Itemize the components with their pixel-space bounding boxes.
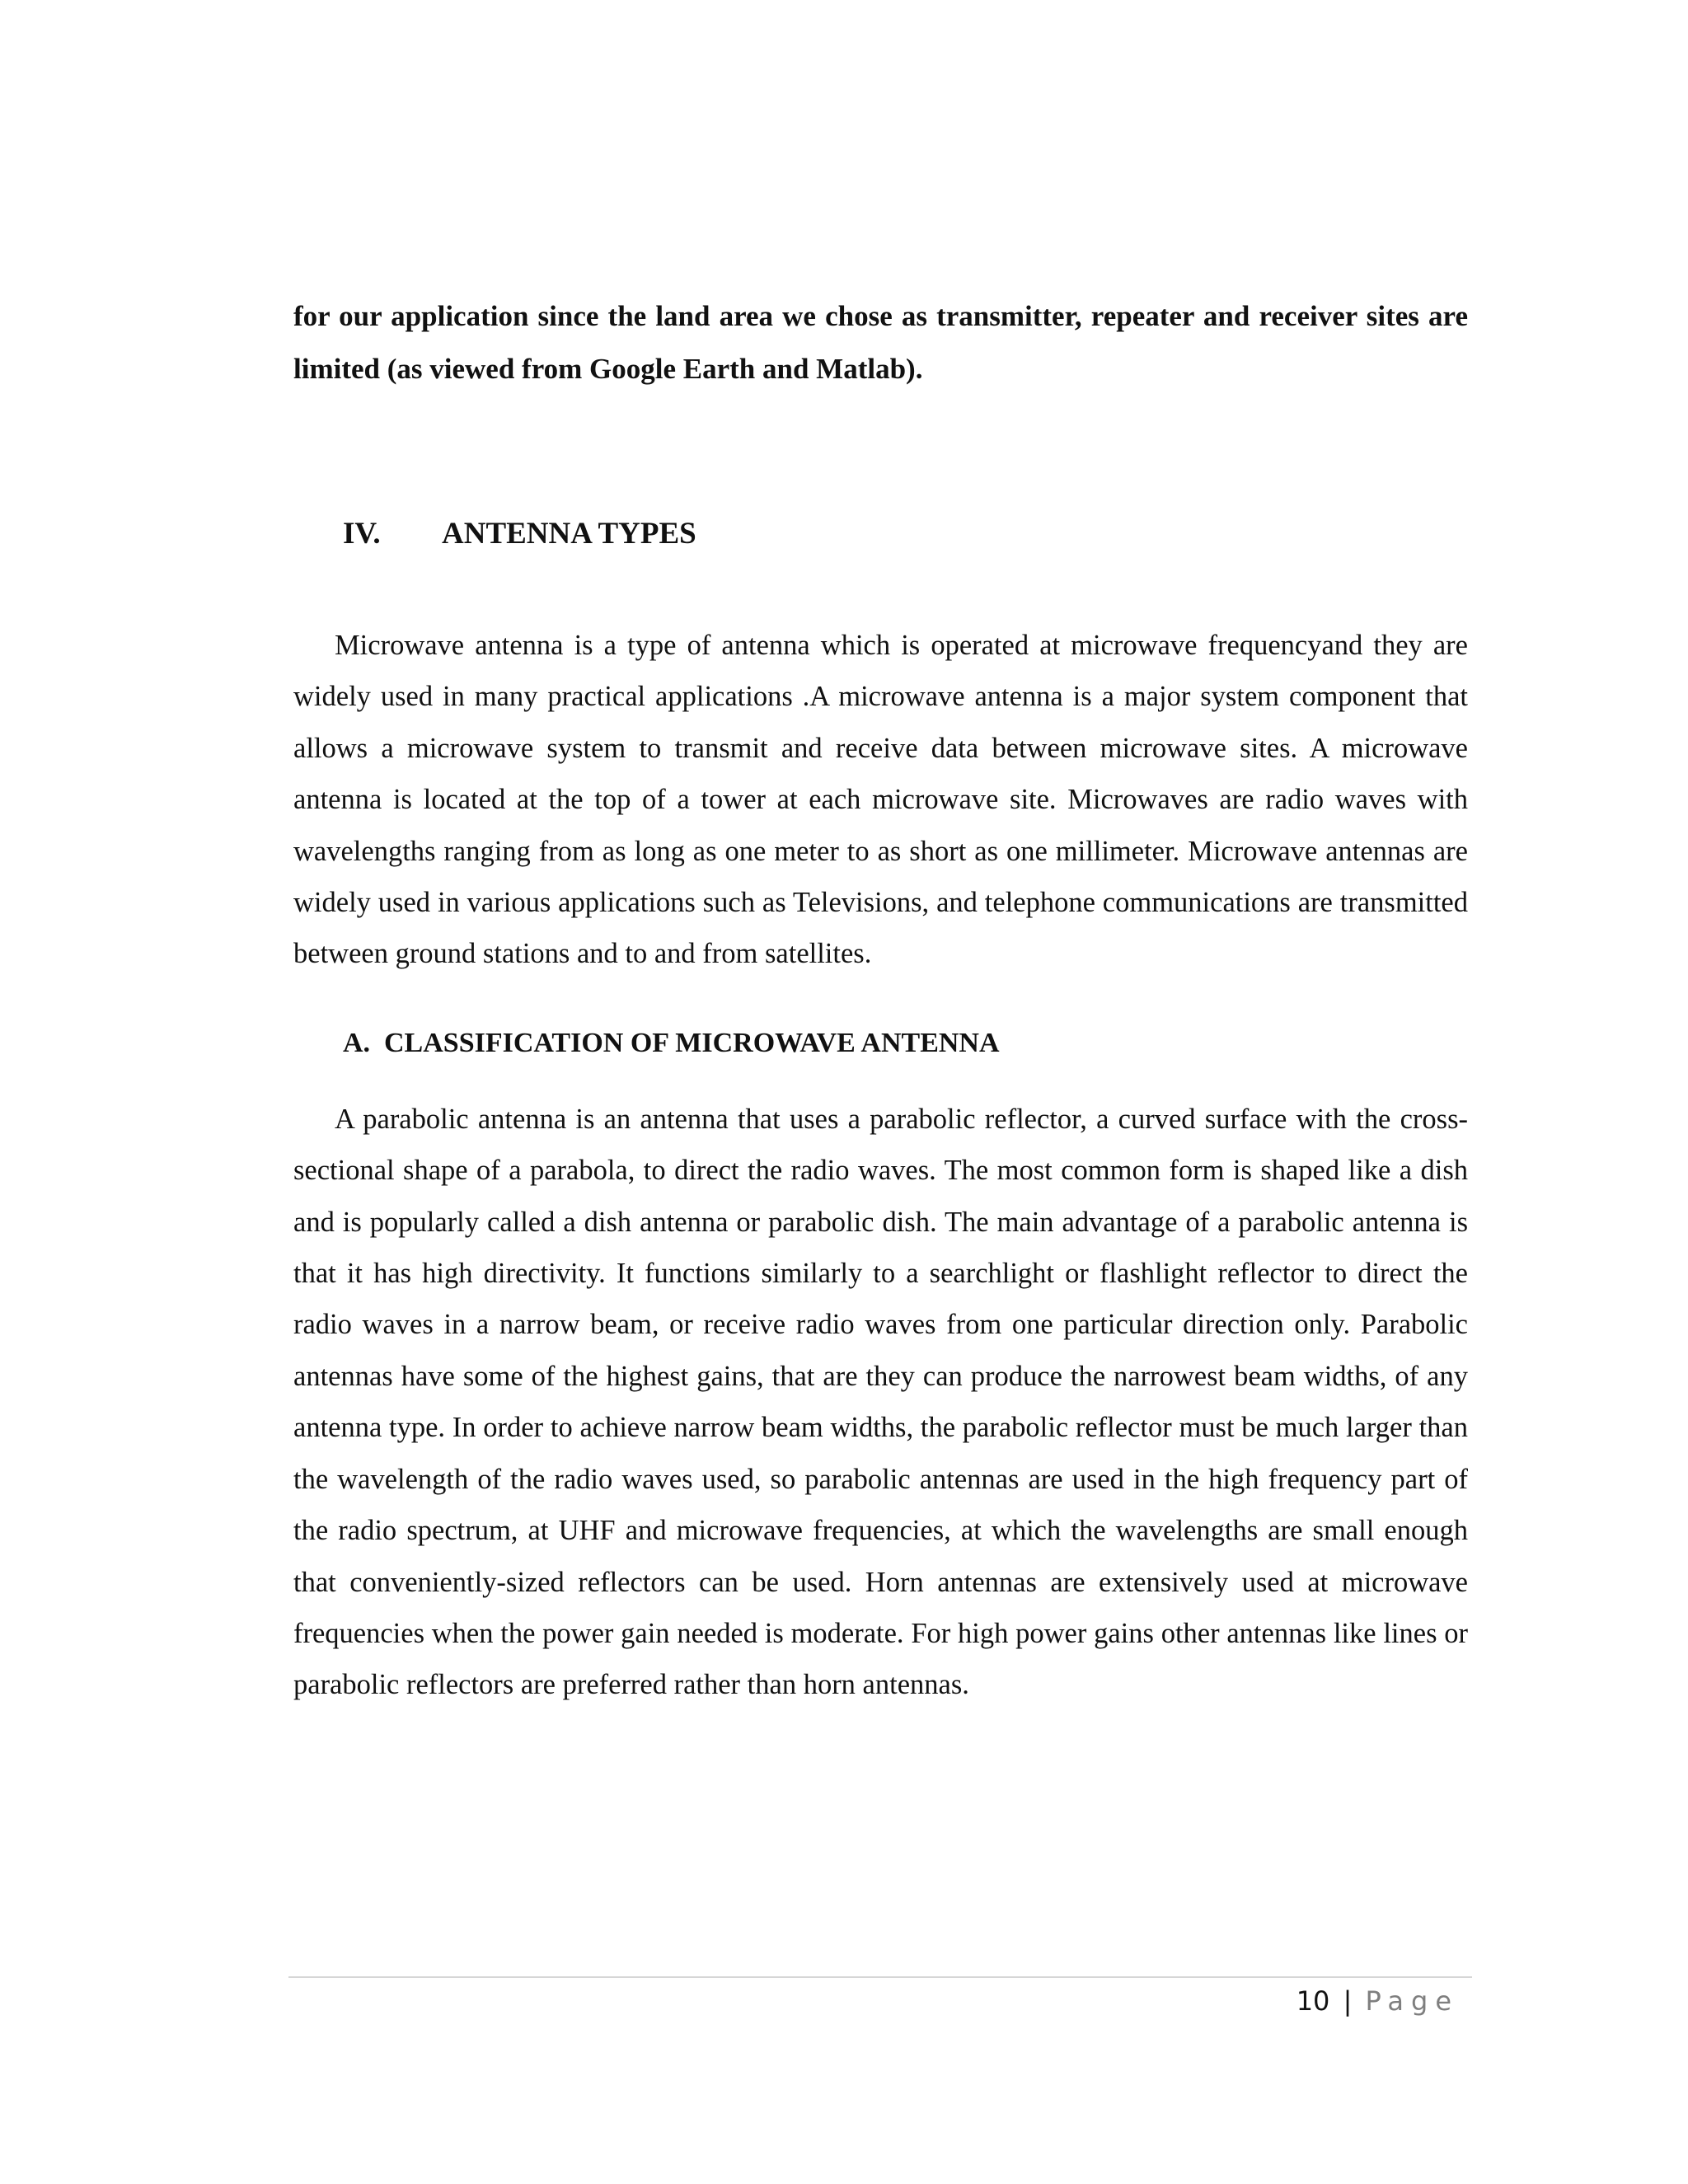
- continuation-paragraph: for our application since the land area we chose as transmitter, repeater and receiver sites are limited (as viewed from Google Earth and Matlab).: [293, 300, 1468, 385]
- subsection-title: CLASSIFICATION OF MICROWAVE ANTENNA: [384, 1027, 1000, 1058]
- page-footer: [1296, 1981, 1459, 2021]
- page-content: [293, 290, 1468, 1711]
- subsection-number: A.: [343, 1027, 371, 1058]
- section-heading: [343, 514, 1468, 554]
- page-number: 10: [1296, 1985, 1330, 2017]
- subsection-heading: [343, 1023, 1468, 1064]
- section-title: ANTENNA TYPES: [442, 517, 696, 551]
- section-number: IV.: [343, 517, 381, 551]
- page-label: Page: [1365, 1985, 1459, 2017]
- subsection-paragraph: A parabolic antenna is an antenna that uses a parabolic reflector, a curved surface with the cross-sectional shape of a parabola, to direct the radio waves. The most common form is shaped like a dish and is popularly called a dish antenna or parabolic dish. The main advantage of a parabolic antenna is that it has high directivity. It functions similarly to a searchlight or flashlight reflector to direct the radio waves in a narrow beam, or receive radio waves from one particular direction only. Parabolic antennas have some of the highest gains, that are they can produce the narrowest beam widths, of any antenna type. In order to achieve narrow beam widths, the parabolic reflector must be much larger than the wavelength of the radio waves used, so parabolic antennas are used in the high frequency part of the radio spectrum, at UHF and microwave frequencies, at which the wavelengths are small enough that conveniently-sized reflectors can be used. Horn antennas are extensively used at microwave frequencies when the power gain needed is moderate. For high power gains other antennas like lines or parabolic reflectors are preferred rather than horn antennas.: [293, 1103, 1468, 1701]
- footer-separator: |: [1343, 1985, 1353, 2017]
- section-paragraph: Microwave antenna is a type of antenna which is operated at microwave frequencyand they are widely used in many practical applications .A microwave antenna is a major system component that allows a microwave system to transmit and receive data between microwave sites. A microwave antenna is located at the top of a tower at each microwave site. Microwaves are radio waves with wavelengths ranging from as long as one meter to as short as one millimeter. Microwave antennas are widely used in various applications such as Televisions, and telephone communications are transmitted between ground stations and to and from satellites.: [293, 630, 1468, 970]
- footer-divider: [288, 1976, 1472, 1978]
